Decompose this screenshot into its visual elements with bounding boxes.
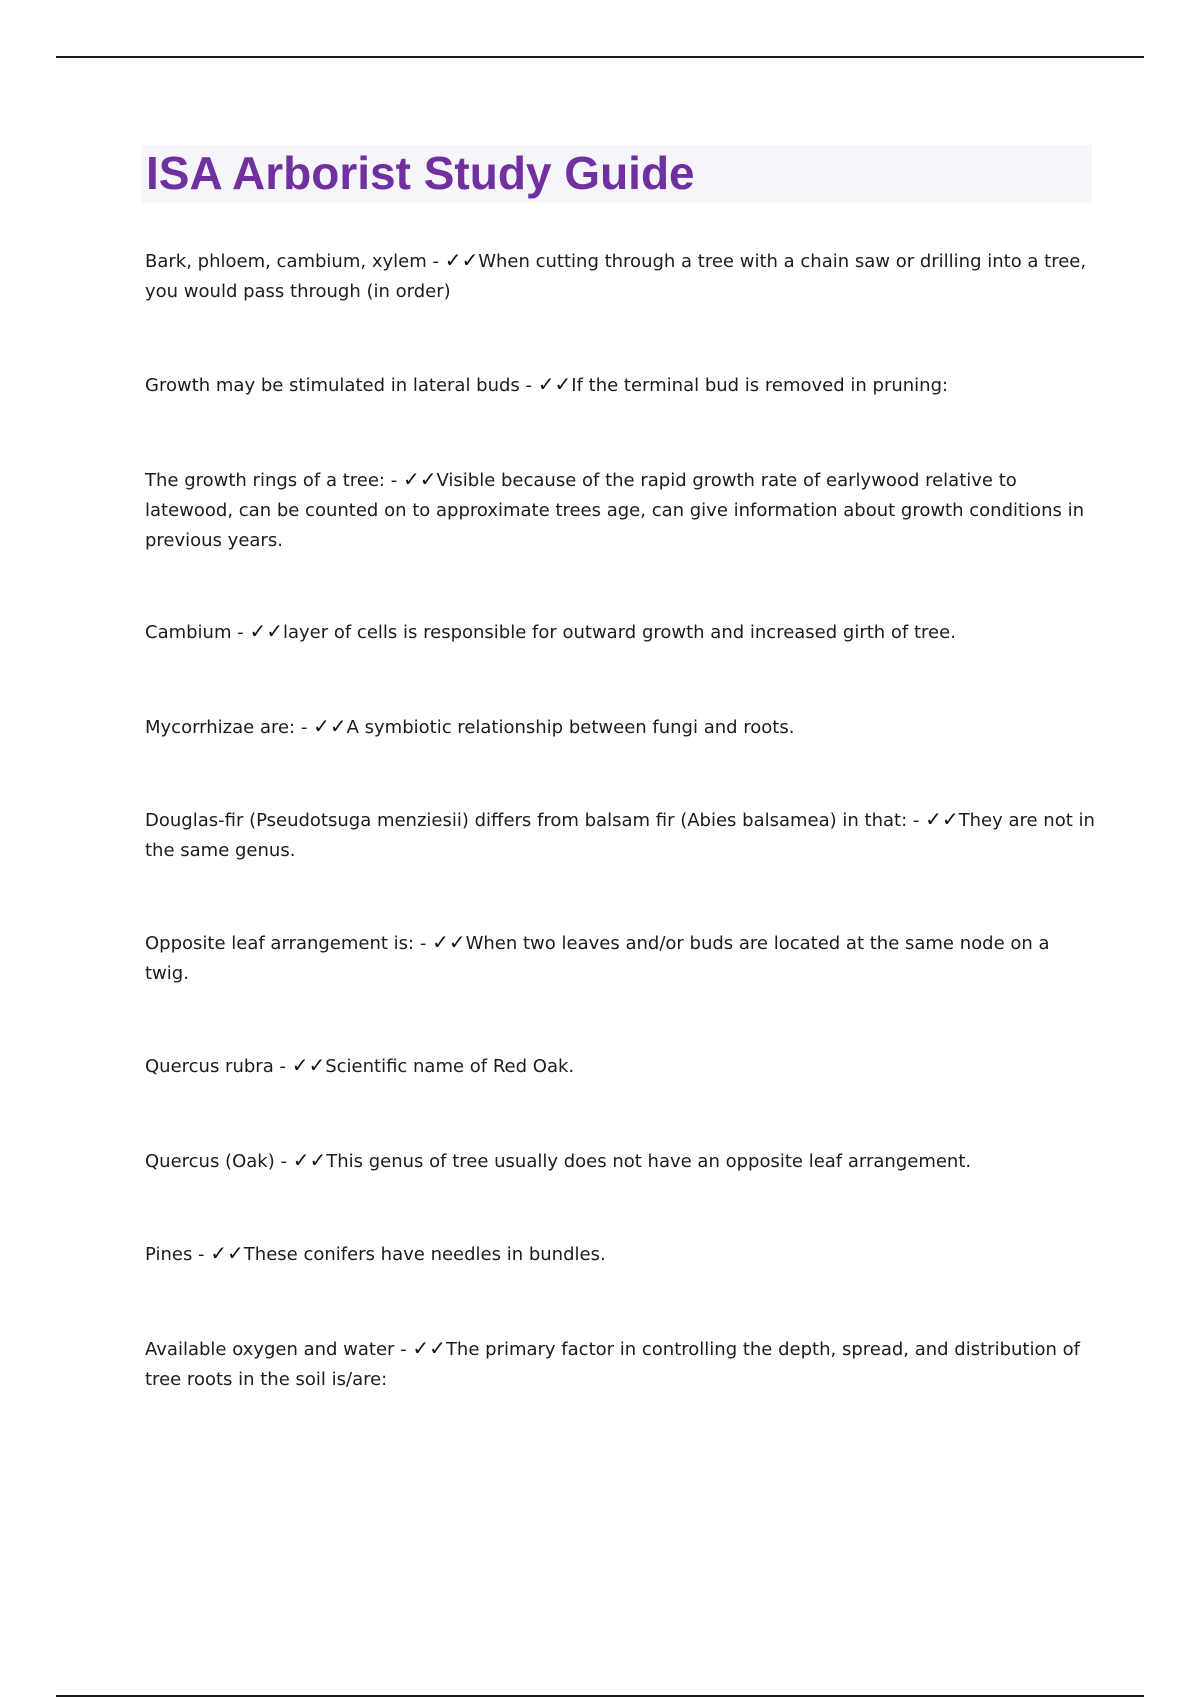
item-term: Bark, phloem, cambium, xylem — [145, 251, 427, 272]
study-item — [145, 804, 1095, 866]
item-definition: A symbiotic relationship between fungi and roots. — [346, 717, 795, 738]
item-term: Opposite leaf arrangement is: — [145, 933, 415, 954]
item-separator: - — [519, 375, 538, 396]
item-separator: - — [273, 1056, 292, 1077]
item-term: Mycorrhizae are: — [145, 717, 296, 738]
item-separator: - — [907, 810, 926, 831]
item-separator: - — [414, 933, 433, 954]
study-item — [145, 1050, 1095, 1082]
top-rule — [56, 56, 1144, 58]
item-definition: The primary factor in controlling the depth, spread, and distribution of tree roots in the soil is/are: — [145, 1339, 1080, 1390]
double-check-icon: ✓✓ — [402, 467, 437, 491]
item-term: The growth rings of a tree: — [145, 470, 385, 491]
double-check-icon: ✓✓ — [412, 1336, 446, 1360]
item-definition: layer of cells is responsible for outward growth and increased girth of tree. — [282, 622, 956, 643]
item-definition: These conifers have needles in bundles. — [243, 1244, 606, 1265]
double-check-icon: ✓✓ — [432, 930, 466, 954]
item-term: Available oxygen and water — [145, 1339, 395, 1360]
double-check-icon: ✓✓ — [925, 807, 959, 831]
double-check-icon: ✓✓ — [291, 1053, 326, 1077]
bottom-rule — [56, 1695, 1144, 1697]
page-title: ISA Arborist Study Guide — [146, 147, 695, 199]
item-term: Douglas-fir (Pseudotsuga menziesii) differs from balsam fir (Abies balsamea) in that: — [145, 810, 908, 831]
item-term: Quercus rubra — [145, 1056, 274, 1077]
item-definition: They are not in the same genus. — [145, 810, 1095, 861]
double-check-icon: ✓✓ — [537, 372, 572, 396]
item-separator: - — [274, 1151, 293, 1172]
study-item — [145, 1238, 1095, 1270]
item-definition: Visible because of the rapid growth rate of earlywood relative to latewood, can be counted on to approximate trees age, can give information about growth conditions in previous years. — [145, 470, 1084, 551]
double-check-icon: ✓✓ — [249, 619, 283, 643]
study-item — [145, 616, 1095, 648]
study-item — [145, 1145, 1095, 1177]
item-separator: - — [394, 1339, 413, 1360]
item-separator: - — [385, 470, 403, 491]
item-definition: When cutting through a tree with a chain saw or drilling into a tree, you would pass through (in order) — [145, 251, 1087, 302]
double-check-icon: ✓✓ — [292, 1148, 327, 1172]
double-check-icon: ✓✓ — [313, 714, 347, 738]
study-item — [145, 711, 1095, 743]
item-term: Quercus (Oak) — [145, 1151, 275, 1172]
item-definition: Scientific name of Red Oak. — [325, 1056, 575, 1077]
item-definition: If the terminal bud is removed in pruning: — [571, 375, 949, 396]
double-check-icon: ✓✓ — [210, 1241, 244, 1265]
item-definition: When two leaves and/or buds are located at the same node on a twig. — [145, 933, 1050, 984]
item-term: Cambium — [145, 622, 232, 643]
item-separator: - — [426, 251, 445, 272]
study-item — [145, 245, 1095, 307]
item-separator: - — [231, 622, 250, 643]
item-definition: This genus of tree usually does not have an opposite leaf arrangement. — [326, 1151, 972, 1172]
study-item — [145, 369, 1095, 401]
study-item — [145, 927, 1095, 989]
item-separator: - — [192, 1244, 211, 1265]
double-check-icon: ✓✓ — [444, 248, 479, 272]
item-separator: - — [295, 717, 314, 738]
study-item — [145, 1333, 1095, 1395]
item-term: Growth may be stimulated in lateral buds — [145, 375, 520, 396]
study-item — [145, 464, 1095, 556]
item-term: Pines — [145, 1244, 193, 1265]
